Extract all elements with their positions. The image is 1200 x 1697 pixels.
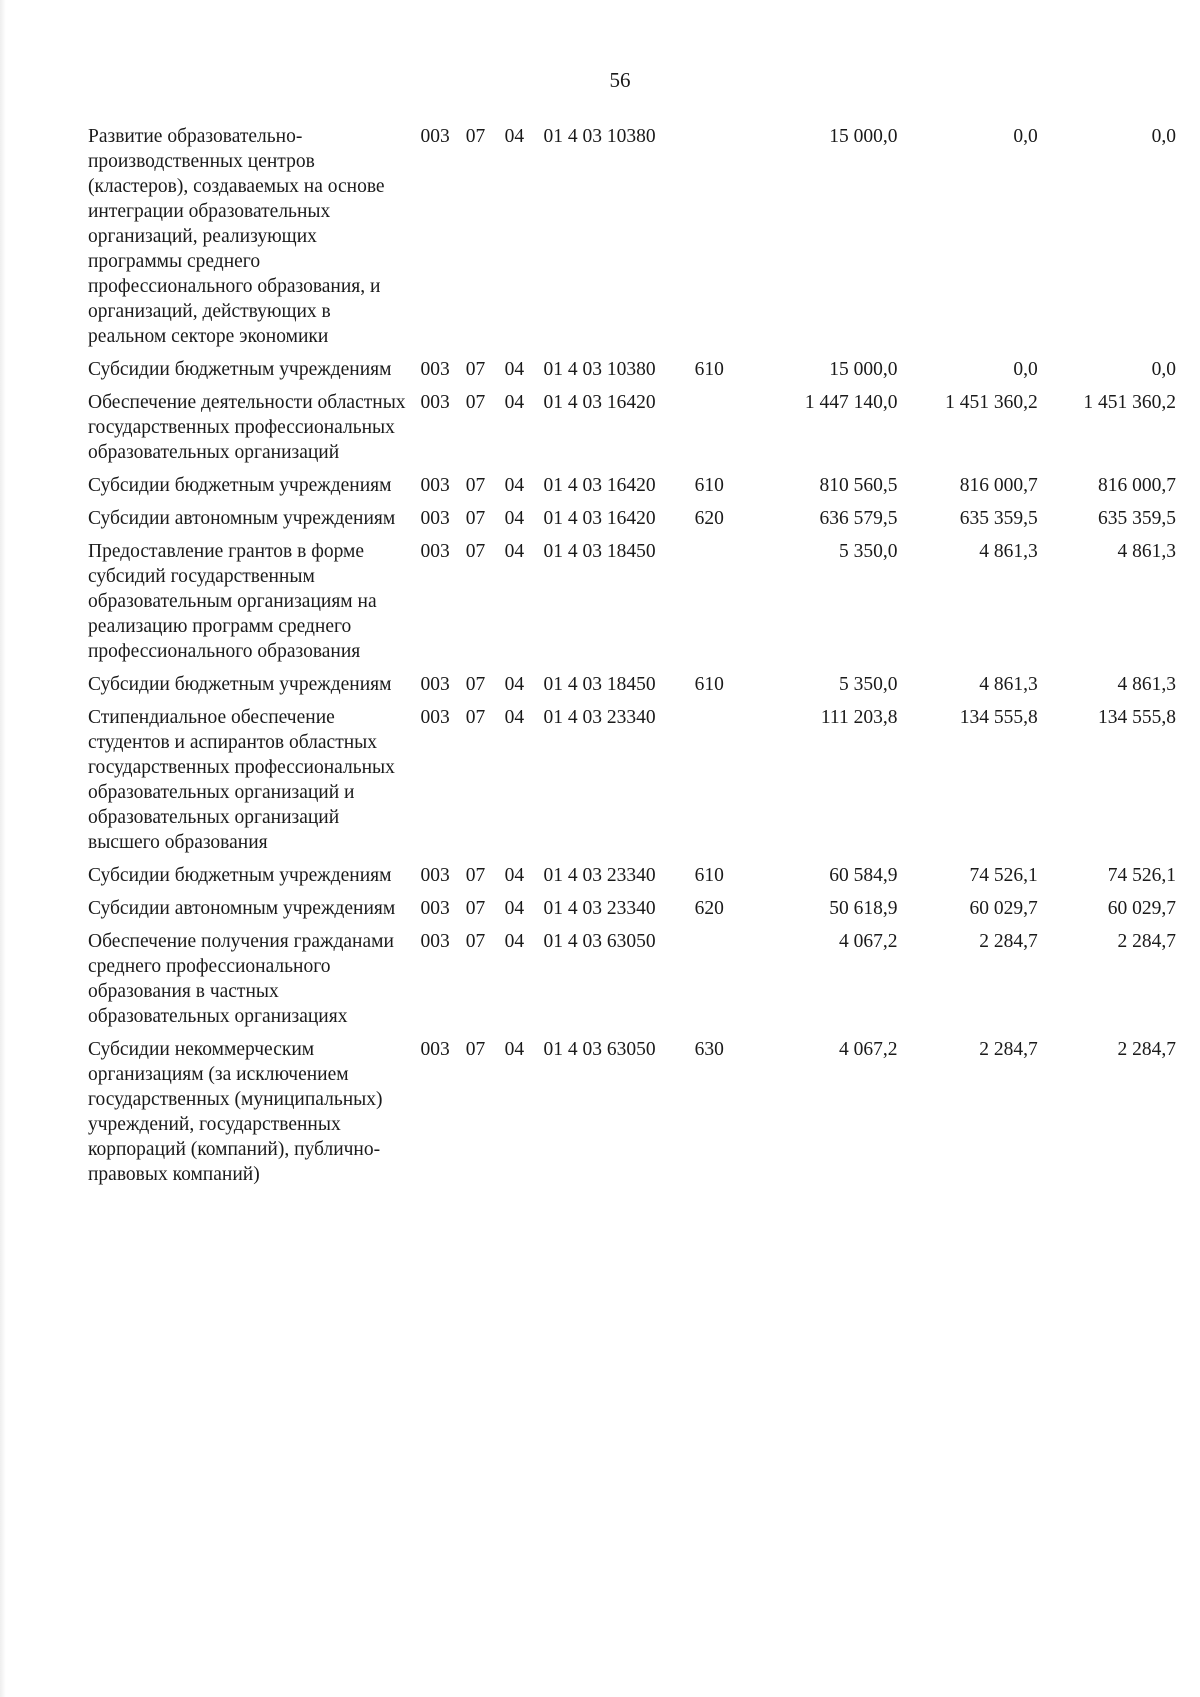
row-value-2: 134 555,8 bbox=[959, 707, 1038, 728]
row-name: Субсидии автономным учреждениям bbox=[88, 898, 396, 919]
row-value-3: 816 000,7 bbox=[1098, 475, 1176, 496]
table-row bbox=[88, 390, 1176, 473]
row-value-3: 0,0 bbox=[1151, 126, 1176, 147]
row-value-1: 810 560,5 bbox=[819, 475, 898, 496]
row-gr: 003 bbox=[420, 126, 450, 147]
row-value-2: 635 359,5 bbox=[959, 508, 1038, 529]
row-vr: 610 bbox=[694, 475, 724, 496]
row-value-2: 0,0 bbox=[1013, 359, 1038, 380]
row-name: Субсидии автономным учреждениям bbox=[88, 508, 396, 529]
row-value-1: 50 618,9 bbox=[829, 898, 898, 919]
row-rz: 07 bbox=[465, 865, 486, 886]
row-name: Субсидии бюджетным учреждениям bbox=[88, 865, 392, 886]
row-value-3: 1 451 360,2 bbox=[1083, 392, 1176, 413]
row-value-2: 74 526,1 bbox=[969, 865, 1038, 886]
row-name: Субсидии бюджетным учреждениям bbox=[88, 475, 392, 496]
row-gr: 003 bbox=[420, 541, 450, 562]
row-pr: 04 bbox=[504, 541, 525, 562]
row-value-1: 5 350,0 bbox=[838, 541, 898, 562]
row-value-2: 60 029,7 bbox=[969, 898, 1038, 919]
row-cs: 01 4 03 23340 bbox=[543, 707, 656, 728]
row-cs: 01 4 03 23340 bbox=[543, 898, 656, 919]
row-value-3: 74 526,1 bbox=[1107, 865, 1176, 886]
row-value-2: 816 000,7 bbox=[959, 475, 1038, 496]
row-gr: 003 bbox=[420, 707, 450, 728]
row-value-2: 1 451 360,2 bbox=[945, 392, 1038, 413]
row-pr: 04 bbox=[504, 392, 525, 413]
row-vr: 630 bbox=[694, 1039, 724, 1060]
table-row bbox=[88, 539, 1176, 672]
row-rz: 07 bbox=[465, 475, 486, 496]
row-value-2: 2 284,7 bbox=[979, 1039, 1038, 1060]
row-vr bbox=[695, 539, 749, 672]
row-value-3: 60 029,7 bbox=[1107, 898, 1176, 919]
row-name: Предоставление грантов в форме субсидий государственным образовательным организациям на реализацию программ среднего профессионального образования bbox=[88, 541, 377, 662]
row-pr: 04 bbox=[504, 707, 525, 728]
row-gr: 003 bbox=[420, 898, 450, 919]
row-value-1: 15 000,0 bbox=[829, 126, 898, 147]
row-pr: 04 bbox=[504, 1039, 525, 1060]
row-name: Обеспечение получения гражданами среднего профессионального образования в частных образовательных организациях bbox=[88, 931, 394, 1027]
row-rz: 07 bbox=[465, 541, 486, 562]
row-value-3: 134 555,8 bbox=[1098, 707, 1176, 728]
row-name: Субсидии некоммерческим организациям (за исключением государственных (муниципальных) учреждений, государственных корпораций (компаний), публично-правовых компаний) bbox=[88, 1039, 383, 1185]
row-pr: 04 bbox=[504, 359, 525, 380]
row-value-1: 111 203,8 bbox=[820, 707, 898, 728]
table-row bbox=[88, 506, 1176, 539]
row-gr: 003 bbox=[420, 1039, 450, 1060]
row-rz: 07 bbox=[465, 707, 486, 728]
row-gr: 003 bbox=[420, 674, 450, 695]
page-number: 56 bbox=[609, 68, 631, 92]
row-cs: 01 4 03 63050 bbox=[543, 1039, 656, 1060]
table-row bbox=[88, 863, 1176, 896]
row-vr bbox=[695, 929, 749, 1037]
row-name: Субсидии бюджетным учреждениям bbox=[88, 359, 392, 380]
row-cs: 01 4 03 16420 bbox=[543, 392, 656, 413]
row-cs: 01 4 03 23340 bbox=[543, 865, 656, 886]
table-row bbox=[88, 1037, 1176, 1195]
scan-edge-shadow bbox=[0, 0, 6, 1697]
row-cs: 01 4 03 10380 bbox=[543, 359, 656, 380]
row-gr: 003 bbox=[420, 392, 450, 413]
row-vr bbox=[695, 390, 749, 473]
row-vr bbox=[695, 705, 749, 863]
row-cs: 01 4 03 16420 bbox=[543, 508, 656, 529]
budget-table bbox=[88, 124, 1176, 1195]
row-value-3: 635 359,5 bbox=[1098, 508, 1176, 529]
row-pr: 04 bbox=[504, 126, 525, 147]
row-name: Обеспечение деятельности областных государственных профессиональных образовательных организаций bbox=[88, 392, 406, 463]
row-name: Стипендиальное обеспечение студентов и аспирантов областных государственных профессиональных образовательных организаций и образовательных организаций высшего образования bbox=[88, 707, 395, 853]
row-rz: 07 bbox=[465, 392, 486, 413]
row-value-1: 15 000,0 bbox=[829, 359, 898, 380]
table-row bbox=[88, 705, 1176, 863]
row-value-2: 2 284,7 bbox=[979, 931, 1038, 952]
row-gr: 003 bbox=[420, 508, 450, 529]
row-rz: 07 bbox=[465, 674, 486, 695]
row-value-1: 4 067,2 bbox=[838, 931, 898, 952]
table-row bbox=[88, 473, 1176, 506]
row-pr: 04 bbox=[504, 508, 525, 529]
row-gr: 003 bbox=[420, 865, 450, 886]
row-vr: 610 bbox=[694, 865, 724, 886]
row-value-3: 4 861,3 bbox=[1117, 674, 1176, 695]
row-cs: 01 4 03 18450 bbox=[543, 674, 656, 695]
row-pr: 04 bbox=[504, 865, 525, 886]
row-pr: 04 bbox=[504, 898, 525, 919]
row-value-1: 60 584,9 bbox=[829, 865, 898, 886]
row-rz: 07 bbox=[465, 508, 486, 529]
row-pr: 04 bbox=[504, 475, 525, 496]
row-value-3: 2 284,7 bbox=[1117, 1039, 1176, 1060]
row-rz: 07 bbox=[465, 359, 486, 380]
row-vr: 620 bbox=[694, 898, 724, 919]
row-cs: 01 4 03 10380 bbox=[543, 126, 656, 147]
row-value-2: 4 861,3 bbox=[979, 541, 1038, 562]
row-pr: 04 bbox=[504, 931, 525, 952]
row-rz: 07 bbox=[465, 126, 486, 147]
row-value-3: 4 861,3 bbox=[1117, 541, 1176, 562]
row-vr: 610 bbox=[694, 359, 724, 380]
row-vr: 620 bbox=[694, 508, 724, 529]
row-rz: 07 bbox=[465, 931, 486, 952]
row-cs: 01 4 03 63050 bbox=[543, 931, 656, 952]
row-rz: 07 bbox=[465, 898, 486, 919]
table-row bbox=[88, 929, 1176, 1037]
row-vr bbox=[695, 124, 749, 357]
row-value-2: 4 861,3 bbox=[979, 674, 1038, 695]
table-row bbox=[88, 124, 1176, 357]
table-row bbox=[88, 357, 1176, 390]
table-row bbox=[88, 672, 1176, 705]
row-gr: 003 bbox=[420, 359, 450, 380]
row-cs: 01 4 03 18450 bbox=[543, 541, 656, 562]
row-value-2: 0,0 bbox=[1013, 126, 1038, 147]
row-pr: 04 bbox=[504, 674, 525, 695]
row-gr: 003 bbox=[420, 931, 450, 952]
row-gr: 003 bbox=[420, 475, 450, 496]
row-name: Развитие образовательно-производственных центров (кластеров), создаваемых на основе интеграции образовательных организаций, реализующих программы среднего профессионального образования, и организаций, действующих в реальном секторе экономики bbox=[88, 126, 385, 347]
row-value-1: 5 350,0 bbox=[838, 674, 898, 695]
row-value-1: 1 447 140,0 bbox=[804, 392, 898, 413]
row-value-3: 2 284,7 bbox=[1117, 931, 1176, 952]
row-cs: 01 4 03 16420 bbox=[543, 475, 656, 496]
row-name: Субсидии бюджетным учреждениям bbox=[88, 674, 392, 695]
row-rz: 07 bbox=[465, 1039, 486, 1060]
row-value-1: 636 579,5 bbox=[819, 508, 898, 529]
row-vr: 610 bbox=[694, 674, 724, 695]
row-value-3: 0,0 bbox=[1151, 359, 1176, 380]
table-row bbox=[88, 896, 1176, 929]
row-value-1: 4 067,2 bbox=[838, 1039, 898, 1060]
